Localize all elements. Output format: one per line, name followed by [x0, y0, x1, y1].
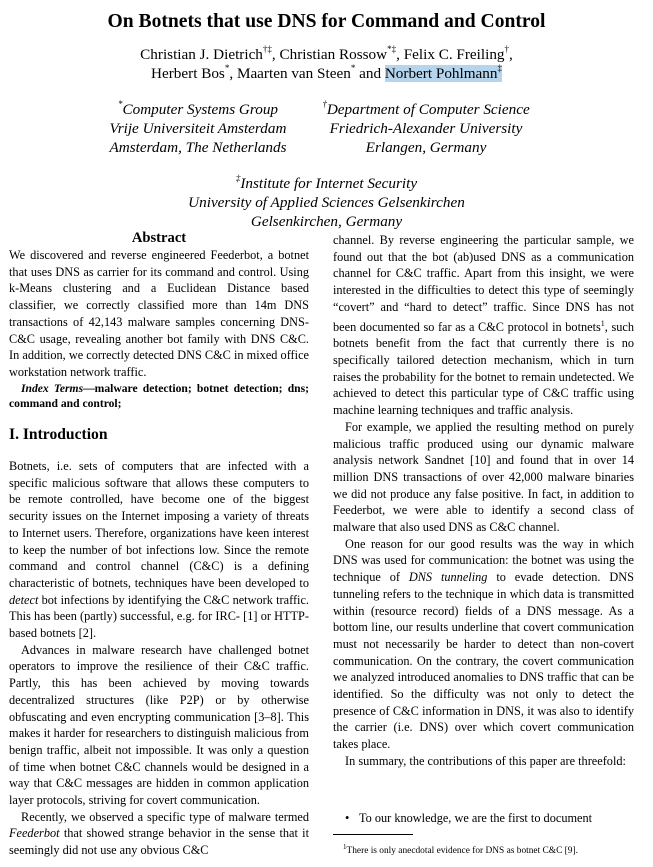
author-separator: , — [271, 46, 280, 64]
abstract-block — [9, 247, 309, 411]
affiliation-mark: ‡ — [497, 63, 502, 73]
paragraph — [9, 809, 309, 859]
abstract-text: We discovered and reverse engineered Feederbot, a botnet that uses DNS as carrier for its command and control. Using k-Means clustering and a Euclidean Distance based classifier, we correctly classified more than 14m DNS transactions of 42,143 malware samples concerning DNS-C&C usage, revealing another bot family with DNS C&C. In addition, we correctly detected DNS C&C in mixed office workstation network traffic. — [9, 248, 309, 379]
right-column-body — [333, 232, 634, 770]
affiliation-line: Amsterdam, The Netherlands — [109, 139, 287, 157]
author-separator: , — [509, 46, 513, 64]
affiliation-mark: * — [224, 63, 230, 73]
text-run: One reason for our good results was the way in which DNS was used for communication: the botnet was using the technique of — [333, 536, 634, 585]
bullet-marker: • — [345, 811, 350, 825]
author-name: Herbert Bos — [151, 65, 225, 83]
emphasis: detect — [9, 592, 39, 607]
author-name: Christian Rossow — [279, 46, 388, 64]
paragraph — [333, 232, 634, 419]
emphasis: DNS tunneling — [408, 570, 488, 585]
affiliation-mark: * — [350, 63, 356, 73]
author-name-selected[interactable] — [385, 65, 502, 82]
footnote — [343, 841, 638, 857]
affiliation-line: University of Applied Sciences Gelsenkirchen — [188, 194, 465, 212]
paragraph: Advances in malware research have challenged botnet operators to improve the resilience of their C&C traffic. Partly, this has been achieved by moving towards decentralized structures (like P2P) or by otherwise obfuscating and even encrypting communication [3–8]. This makes it harder for researchers to distinguish malicious from benign traffic, albeit not impossible. It was only a question of time when botnet C&C channels would be designed in a way that C&C messages are hidden in common application layer protocols, striving for covert communication. — [9, 642, 309, 808]
text-run: that showed strange behavior in the sense that it seemingly did not use any obvious C&C — [9, 826, 309, 858]
text-run: Recently, we observed a specific type of malware termed — [21, 809, 309, 824]
author-name: Norbert Pohlmann — [384, 65, 498, 83]
author-separator: , — [396, 46, 404, 64]
paragraph — [9, 458, 309, 642]
affiliation-ifis — [0, 170, 653, 231]
affiliation-line: Computer Systems Group — [122, 101, 279, 119]
section-heading: I. Introduction — [9, 426, 108, 443]
affiliation-line: Institute for Internet Security — [240, 175, 418, 193]
affiliation-mark: †‡ — [262, 44, 272, 54]
footnote-divider — [333, 834, 413, 835]
author-separator: , — [229, 65, 237, 83]
affiliation-line: Erlangen, Germany — [365, 139, 487, 157]
affiliation-line: Department of Computer Science — [326, 101, 530, 119]
text-run: Botnets, i.e. sets of computers that are infected with a specific malicious software that allows these computers to be remote controlled, have become one of the biggest security issues on the Internet imposing a variety of threats to Internet users. Therefore, organizations have keen interest to keep the number of bot infections low. Since the remote command and control channel (C&C) is a defining characteristic of botnets, techniques have been developed to — [9, 459, 309, 590]
author-line-2 — [0, 59, 653, 84]
affiliation-fau — [306, 96, 546, 157]
author-separator: and — [355, 65, 385, 83]
text-run: , such botnets benefit from the fact that currently there is no specifically tailored detection mechanism, which in turn raises the probability for the botnet to remain undetected. We achieved to detect this particular type of C&C traffic using machine learning techniques and traffic analysis. — [333, 319, 634, 418]
abstract-heading: Abstract — [131, 230, 187, 246]
text-run: bot infections by identifying the C&C network traffic. This has been (partly) successful, e.g. for IRC- [1] or HTTP-based botnets [2]. — [9, 592, 309, 641]
emphasis: Feederbot — [9, 826, 60, 841]
paragraph: For example, we applied the resulting method on purely malicious traffic produced using our dynamic malware analysis network Sandnet [10] and found that in over 14 million DNS transactions of over 42,000 malware binaries we did not produce any false positive. In fact, in addition to Feederbot, we were able to identify a second class of malware that also used DNS as C&C channel. — [333, 419, 634, 535]
paragraph — [333, 536, 634, 753]
index-terms-label: Index Terms — [21, 381, 84, 395]
affiliation-vu — [98, 96, 298, 157]
index-terms — [9, 381, 309, 411]
index-terms-text: —malware detection; botnet detection; dns; command and control; — [9, 381, 309, 410]
paragraph: In summary, the contributions of this paper are threefold: — [345, 753, 626, 768]
affiliation-line: Vrije Universiteit Amsterdam — [109, 120, 287, 138]
author-name: Christian J. Dietrich — [140, 46, 263, 64]
affiliation-line: Friedrich-Alexander University — [329, 120, 523, 138]
author-name: Maarten van Steen — [236, 65, 351, 83]
footnote-ref[interactable]: 1 — [600, 318, 605, 328]
affiliation-mark: † — [322, 99, 327, 109]
affiliation-mark: * — [117, 99, 123, 109]
text-run: to evade detection. DNS tunneling refers to the technique in which data is transmitted within (resource record) fields of a DNS message. As a bottom line, our results underline that covert communication must not necessarily be harder to detect than non-covert communication. On the contrary, the covert communication we analyzed introduced anomalies to DNS traffic that can be identified. So the difficulty was not only to detect the presence of C&C information in DNS, it was also to identify the carrier (i.e. DNS) over which covert communication takes place. — [333, 570, 634, 752]
author-name: Felix C. Freiling — [403, 46, 505, 64]
footnote-mark: 1 — [343, 843, 347, 851]
text-run: channel. By reverse engineering the particular sample, we found out that the bot (ab)used DNS as a communication channel for C&C traffic. Apart from this insight, we were interested in the difficulties to detect this type of seemingly “covert” and “hard to detect” traffic. Since DNS has not been documented so far as a C&C protocol in botnets — [333, 233, 634, 334]
footnote-text: There is only anecdotal evidence for DNS as botnet C&C [9]. — [346, 846, 578, 857]
affiliation-mark: † — [504, 44, 510, 54]
affiliation-mark: ‡ — [235, 173, 241, 183]
left-column-body — [9, 458, 309, 859]
bullet-item: To our knowledge, we are the first to document — [359, 811, 593, 825]
paper-title: On Botnets that use DNS for Command and Control — [107, 11, 546, 32]
affiliation-line: Gelsenkirchen, Germany — [250, 213, 403, 231]
affiliation-mark: *‡ — [387, 44, 397, 54]
